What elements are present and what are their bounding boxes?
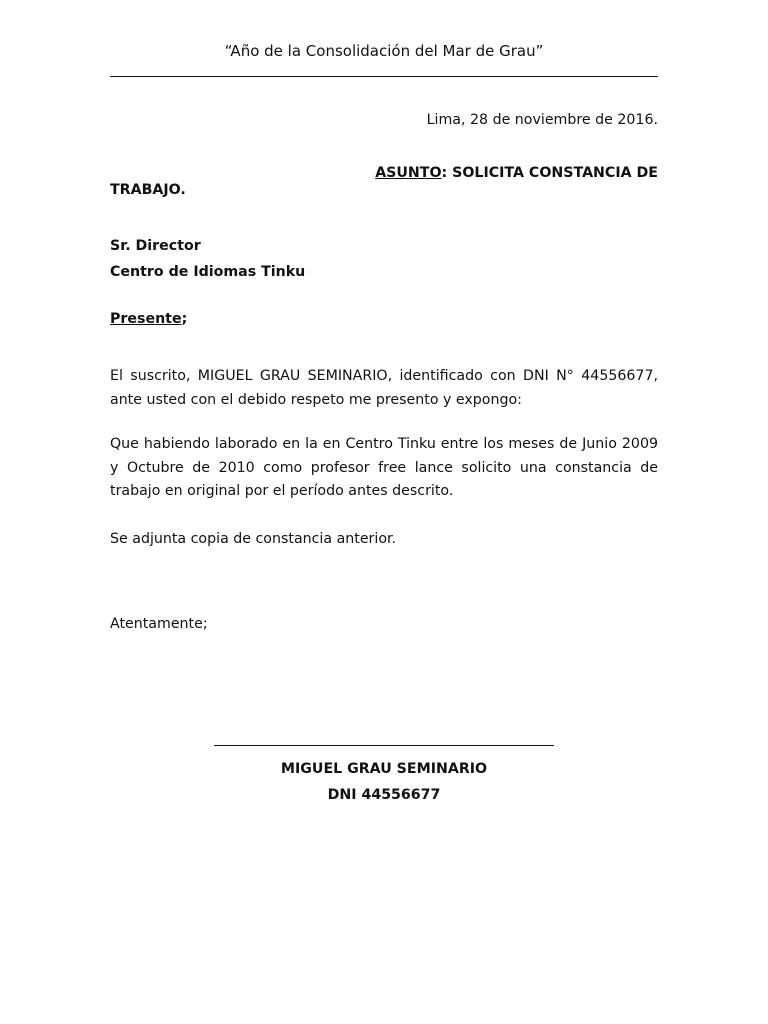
greeting	[110, 310, 187, 328]
signature-name: MIGUEL GRAU SEMINARIO	[280, 761, 488, 777]
paragraph-3: Se adjunta copia de constancia anterior.	[110, 531, 397, 547]
recipient-block	[110, 233, 658, 285]
signature-line	[214, 745, 554, 746]
signature-id: DNI 44556677	[327, 787, 441, 803]
greeting-punct: ;	[181, 311, 188, 327]
paragraph-1: El suscrito, MIGUEL GRAU SEMINARIO, identificado con DNI N° 44556677, ante usted con el debido respeto me presento y expongo:	[110, 368, 658, 408]
letter-date: Lima, 28 de noviembre de 2016.	[426, 112, 658, 128]
subject-text-2: TRABAJO.	[110, 182, 186, 198]
greeting-word: Presente	[110, 311, 182, 327]
paragraph-2: Que habiendo laborado en la en Centro Tinku entre los meses de Junio 2009 y Octubre de 2010 como profesor free lance solicito una constancia de trabajo en original por el período antes descrito.	[110, 436, 658, 499]
subject-line-1	[110, 165, 658, 182]
recipient-org: Centro de Idiomas Tinku	[110, 264, 306, 280]
subject-text-1: : SOLICITA CONSTANCIA DE	[441, 165, 658, 181]
subject-label: ASUNTO	[375, 165, 442, 181]
subject-block	[110, 165, 658, 199]
signature-block	[214, 756, 554, 808]
closing: Atentamente;	[110, 616, 208, 632]
recipient-title: Sr. Director	[110, 238, 201, 254]
header-divider	[110, 76, 658, 77]
header-motto: “Año de la Consolidación del Mar de Grau”	[224, 42, 544, 60]
